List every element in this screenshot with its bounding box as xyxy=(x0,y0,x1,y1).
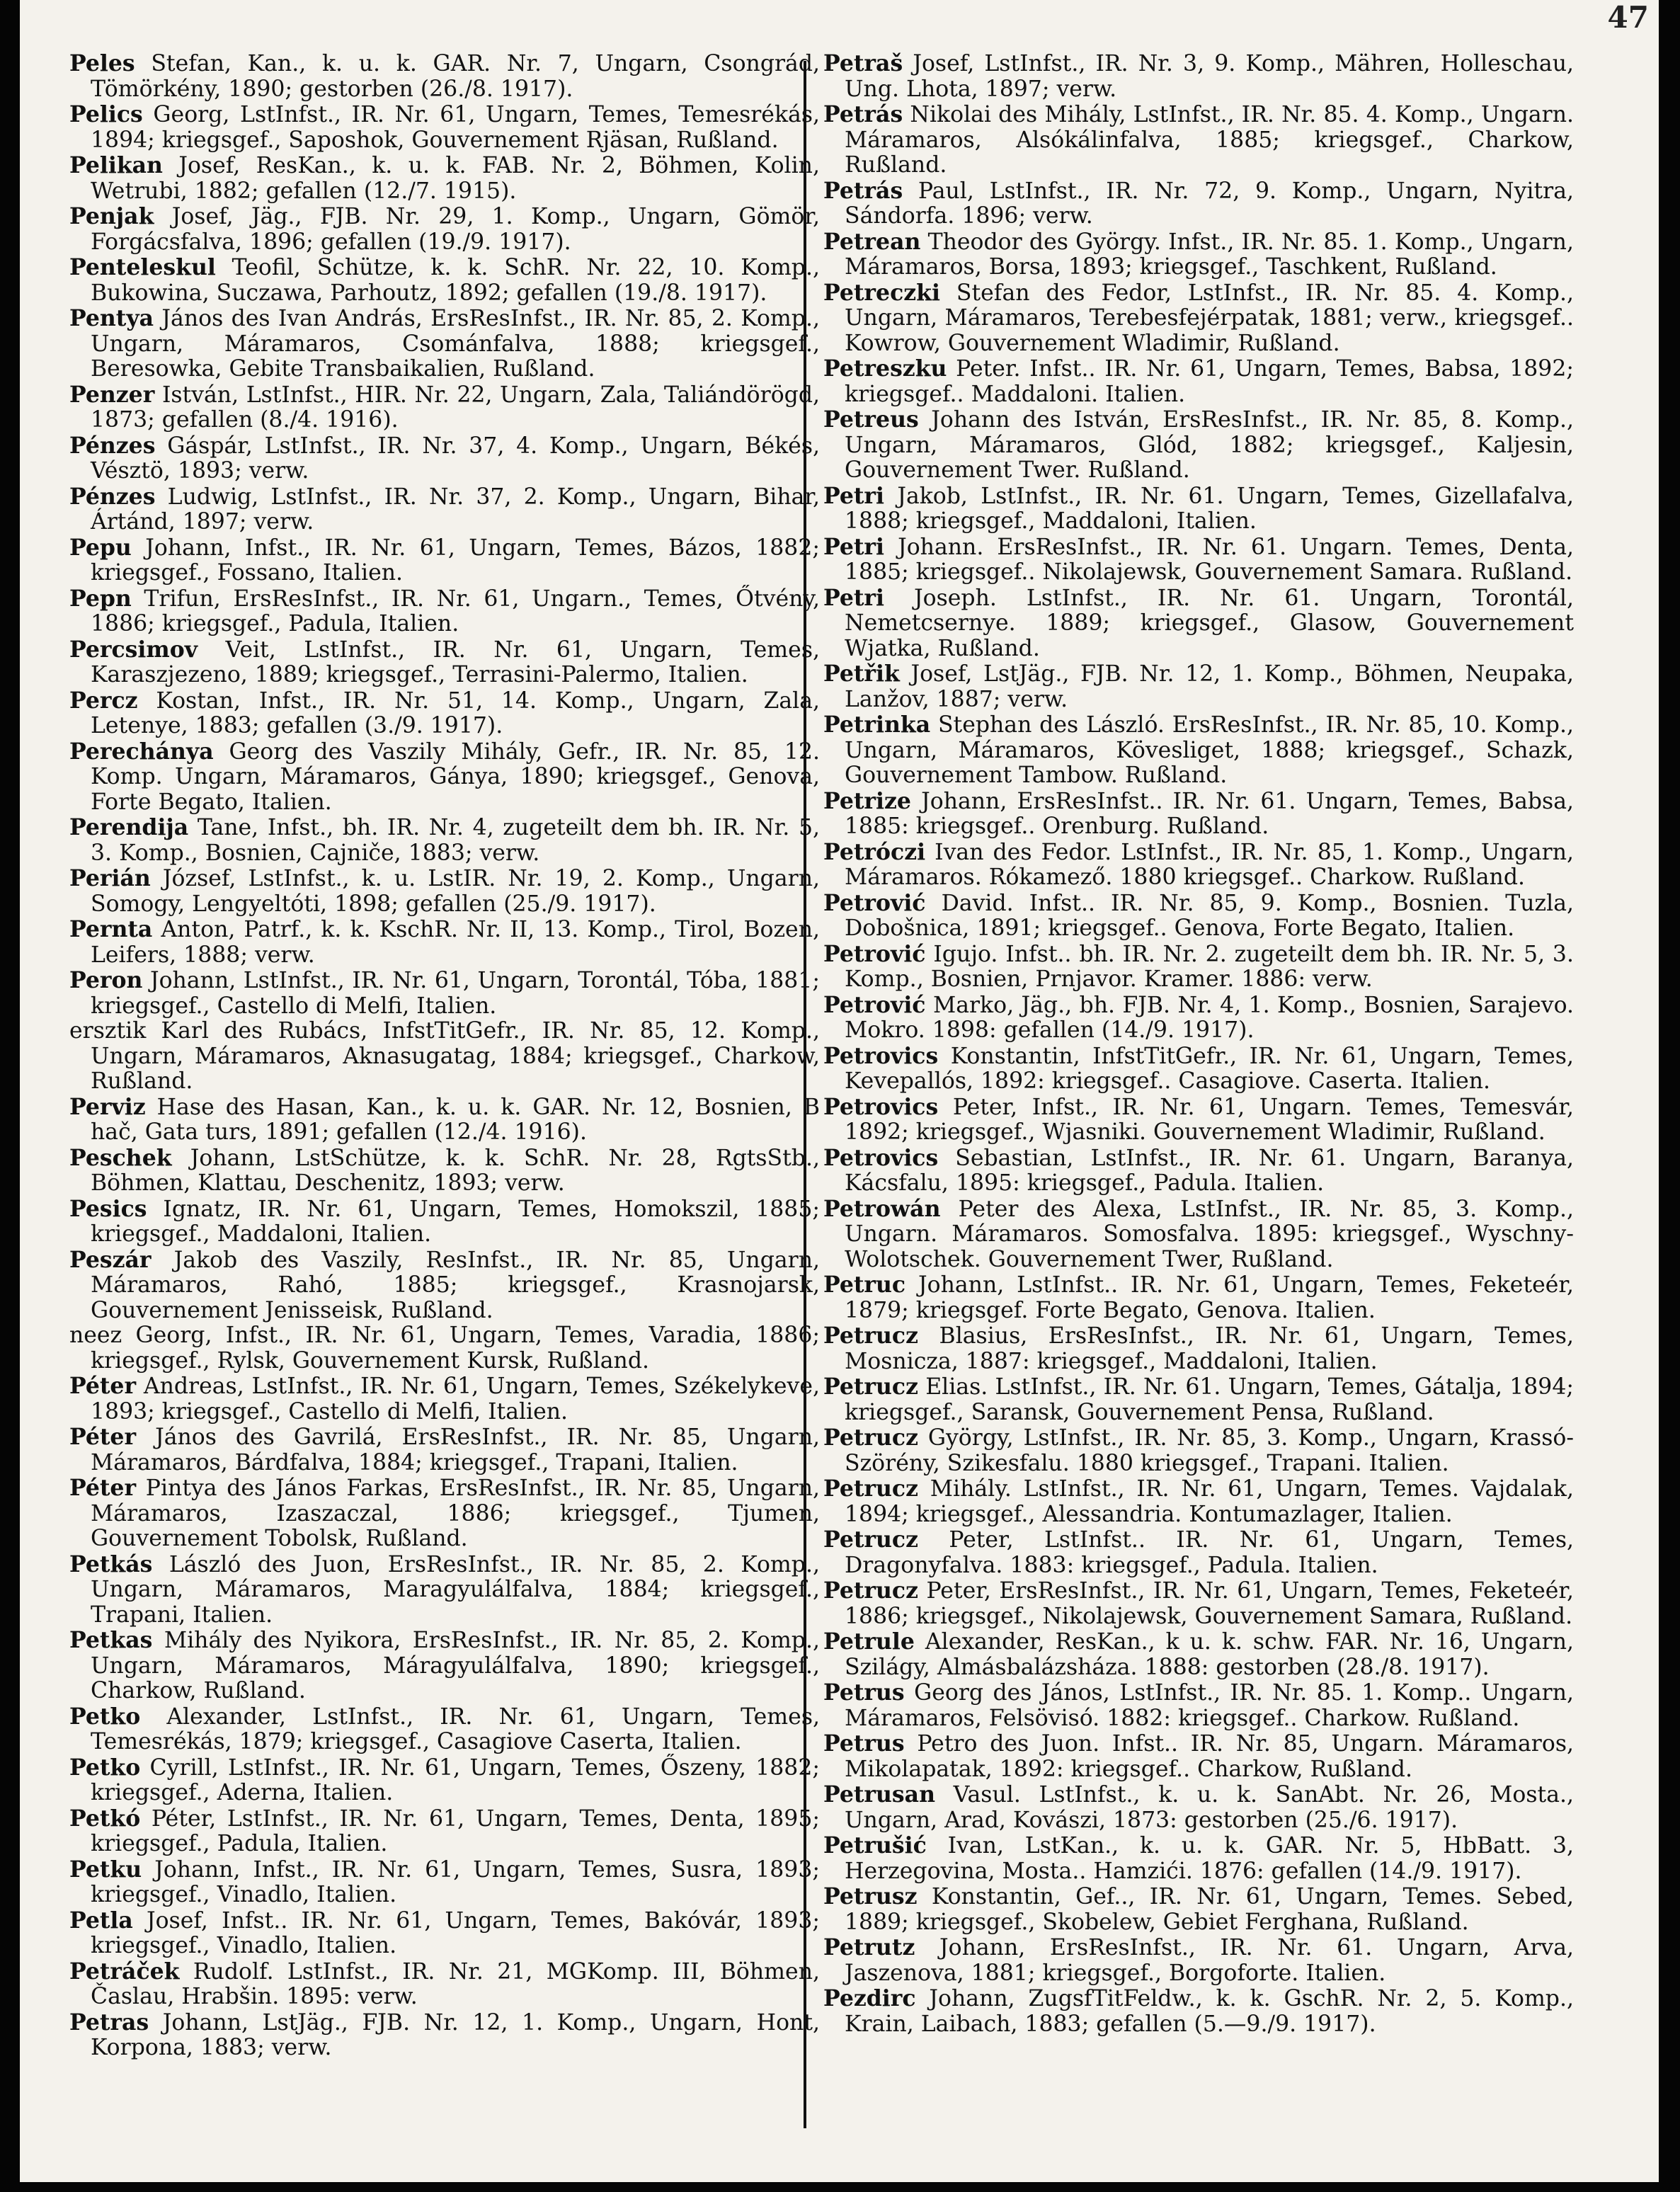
entry-surname: Péter xyxy=(69,1475,137,1501)
entry-details: Ivan, LstKan., k. u. k. GAR. Nr. 5, HbBatt. 3, Herzegovina, Mosta.. Hamzići. 1876: gefallen (14./9. 1917). xyxy=(845,1833,1575,1884)
entry-surname: Petri xyxy=(823,533,884,560)
entry-surname: Petrule xyxy=(823,1628,915,1655)
entry-details: József, LstInfst., k. u. LstIR. Nr. 19, 2. Komp., Ungarn, Somogy, Lengyeltóti, 1898; gefallen (25./9. 1917). xyxy=(91,866,820,917)
entry-details: Stefan, Kan., k. u. k. GAR. Nr. 7, Ungarn, Csongrád, Tömörkény, 1890; gestorben (26./8. 1917). xyxy=(91,51,820,102)
register-entry xyxy=(69,1425,820,1475)
entry-surname: Petrás xyxy=(823,177,903,204)
entry-details: Cyrill, LstInfst., IR. Nr. 61, Ungarn, Temes, Őszeny, 1882; kriegsgef., Aderna, Italien. xyxy=(91,1754,821,1805)
register-entry xyxy=(69,535,820,586)
register-entry xyxy=(823,51,1574,102)
entry-surname: Peron xyxy=(69,967,143,993)
register-entry xyxy=(69,306,820,382)
entry-details: Peter, ErsResInfst., IR. Nr. 61, Ungarn, Temes, Feketeér, 1886; kriegsgef., Nikolajewsk, Gouvernement Samara, Rußland. xyxy=(845,1578,1575,1629)
entry-surname: Petraš xyxy=(823,50,903,76)
entry-surname: Peles xyxy=(69,50,135,76)
entry-details: Andreas, LstInfst., IR. Nr. 61, Ungarn, Temes, Székelykeve, 1893; kriegsgef., Castello di Melfi, Italien. xyxy=(91,1374,821,1425)
entry-surname: Pezdirc xyxy=(823,1985,916,2011)
register-entry xyxy=(823,993,1574,1044)
register-entry xyxy=(69,204,820,255)
entry-surname: Pepn xyxy=(69,585,132,612)
entry-details: Alexander, ResKan., k u. k. schw. FAR. Nr. 16, Ungarn, Szilágy, Almásbalázsháza. 1888: gestorben (28./8. 1917). xyxy=(845,1629,1574,1680)
entry-details: Georg, LstInfst., IR. Nr. 61, Ungarn, Temes, Temesrékás, 1894; kriegsgef., Saposhok, Gouvernement Rjäsan, Rußland. xyxy=(91,102,820,153)
entry-surname: Petri xyxy=(823,482,884,509)
register-entry xyxy=(69,866,820,917)
entry-surname: Petrović xyxy=(823,940,926,967)
entry-surname: Pénzes xyxy=(69,483,156,510)
entry-details: Ivan des Fedor. LstInfst., IR. Nr. 85, 1. Komp., Ungarn, Máramaros. Rókamező. 1880 kriegsgef.. Charkow. Rußland. xyxy=(845,839,1575,890)
entry-surname: Petruc xyxy=(823,1272,906,1298)
entry-surname: Pelikan xyxy=(69,152,163,178)
register-entry xyxy=(69,1755,820,1806)
entry-details: János des Gavrilá, ErsResInfst., IR. Nr. 85, Ungarn, Máramaros, Bárdfalva, 1884; kriegsgef., Trapani, Italien. xyxy=(91,1425,821,1475)
register-entry xyxy=(69,917,820,968)
register-entry xyxy=(69,382,820,433)
entry-details: Péter, LstInfst., IR. Nr. 61, Ungarn, Temes, Denta, 1895; kriegsgef., Padula, Italien. xyxy=(91,1805,821,1856)
entry-details: Johann, Infst., IR. Nr. 61, Ungarn, Temes, Susra, 1893; kriegsgef., Vinadlo, Italien. xyxy=(91,1856,820,1907)
entry-details: Marko, Jäg., bh. FJB. Nr. 4, 1. Komp., Bosnien, Sarajevo. Mokro. 1898: gefallen (14./9. 1917). xyxy=(845,992,1575,1043)
entry-surname: Petkás xyxy=(69,1551,153,1577)
register-entry xyxy=(69,1019,820,1095)
entry-surname: Petrusan xyxy=(823,1781,935,1808)
entry-details: Petro des Juon. Infst.. IR. Nr. 85, Ungarn. Máramaros, Mikolapatak, 1892: kriegsgef.. Charkow, Rußland. xyxy=(845,1731,1574,1782)
entry-details: Jakob, LstInfst., IR. Nr. 61. Ungarn, Temes, Gizellafalva, 1888; kriegsgef., Maddaloni, Italien. xyxy=(845,483,1574,534)
entry-surname: Petkó xyxy=(69,1805,141,1832)
register-entry xyxy=(823,484,1574,535)
register-entry xyxy=(69,255,820,306)
entry-details: Johann, LstInfst.. IR. Nr. 61, Ungarn, Temes, Feketeér, 1879; kriegsgef. Forte Begato, Genova. Italien. xyxy=(845,1272,1574,1323)
entry-details: István, LstInfst., HIR. Nr. 22, Ungarn, Zala, Taliándörögd, 1873; gefallen (8./4. 1916). xyxy=(91,382,820,433)
register-entry xyxy=(823,1884,1574,1935)
entry-surname: Petri xyxy=(823,584,884,611)
register-entry xyxy=(69,1095,820,1146)
register-entry xyxy=(823,1323,1574,1374)
entry-details: Johann, LstSchütze, k. k. SchR. Nr. 28, RgtsStb., Böhmen, Klattau, Deschenitz, 1893; verw. xyxy=(91,1145,820,1196)
entry-details: János des Ivan András, ErsResInfst., IR. Nr. 85, 2. Komp., Ungarn, Máramaros, Csománfalva, 1888; kriegsgef., Beresowka, Gebite Transbaikalien, Rußland. xyxy=(91,306,820,382)
entry-details: Rudolf. LstInfst., IR. Nr. 21, MGKomp. III, Böhmen, Časlau, Hrabšin. 1895: verw. xyxy=(91,1958,820,2009)
register-entry xyxy=(69,1908,820,1959)
entry-surname: Pesics xyxy=(69,1195,147,1222)
entry-surname: Petrus xyxy=(823,1730,905,1757)
entry-details: Anton, Patrf., k. k. KschR. Nr. II, 13. Komp., Tirol, Bozen, Leifers, 1888; verw. xyxy=(91,917,820,968)
entry-surname: Peschek xyxy=(69,1144,172,1171)
entry-details: Joseph. LstInfst., IR. Nr. 61. Ungarn, Torontál, Nemetcsernye. 1889; kriegsgef., Glasow, Gouvernement Wjatka, Rußland. xyxy=(845,585,1574,661)
register-entry xyxy=(69,1628,820,1704)
register-entry xyxy=(823,535,1574,586)
entry-surname: Petrucz xyxy=(823,1425,918,1451)
entry-surname: Penzer xyxy=(69,381,155,408)
entry-surname: Petko xyxy=(69,1703,141,1730)
entry-details: Ludwig, LstInfst., IR. Nr. 37, 2. Komp., Ungarn, Bihar, Ártánd, 1897; verw. xyxy=(91,484,820,535)
register-entry xyxy=(823,1629,1574,1680)
register-entry xyxy=(823,356,1574,407)
entry-details: Georg des Vaszily Mihály, Gefr., IR. Nr. 85, 12. Komp. Ungarn, Máramaros, Gánya, 1890; kriegsgef., Genova, Forte Begato, Italien. xyxy=(91,738,820,815)
entry-details: Peter. Infst.. IR. Nr. 61, Ungarn, Temes, Babsa, 1892; kriegsgef.. Maddaloni. Italien. xyxy=(845,356,1574,407)
entry-details: Ignatz, IR. Nr. 61, Ungarn, Temes, Homokszil, 1885; kriegsgef., Maddaloni, Italien. xyxy=(91,1196,820,1247)
register-entry xyxy=(69,1197,820,1248)
register-entry xyxy=(823,1578,1574,1629)
register-entry xyxy=(69,153,820,204)
entry-surname: Petrucz xyxy=(823,1475,918,1502)
register-entry xyxy=(823,840,1574,891)
entry-details: Josef, LstJäg., FJB. Nr. 12, 1. Komp., Böhmen, Neupaka, Lanžov, 1887; verw. xyxy=(845,661,1574,712)
entry-surname: Petrean xyxy=(823,228,921,255)
entry-surname: Penteleskul xyxy=(69,254,216,280)
entry-surname: Pentya xyxy=(69,305,154,331)
entry-surname: Pénzes xyxy=(69,432,156,459)
entry-details: Teofil, Schütze, k. k. SchR. Nr. 22, 10. Komp., Bukowina, Suczawa, Parhoutz, 1892; gefallen (19./8. 1917). xyxy=(91,255,820,306)
entry-details: Georg des János, LstInfst., IR. Nr. 85. 1. Komp.. Ungarn, Máramaros, Felsövisó. 1882: kriegsgef.. Charkow. Rußland. xyxy=(845,1680,1574,1731)
entry-details: Peter des Alexa, LstInfst., IR. Nr. 85, 3. Komp., Ungarn. Máramaros. Somosfalva. 1895: kriegsgef., Wyschny-Wolotschek. Gouvernement Twer, Rußland. xyxy=(845,1196,1574,1272)
entry-details: Jakob des Vaszily, ResInfst., IR. Nr. 85, Ungarn, Máramaros, Rahó, 1885; kriegsgef., Krasnojarsk, Gouvernement Jenisseisk, Rußland. xyxy=(91,1247,820,1323)
entry-surname: Petreus xyxy=(823,406,919,433)
entry-details: Igujo. Infst.. bh. IR. Nr. 2. zugeteilt dem bh. IR. Nr. 5, 3. Komp., Bosnien, Prnjavor. Kramer. 1886: verw. xyxy=(845,941,1574,992)
register-entry xyxy=(69,1959,820,2010)
register-entry xyxy=(69,51,820,102)
entry-surname: Petkas xyxy=(69,1627,153,1653)
entry-surname: Penjak xyxy=(69,203,154,229)
entry-surname: Pepu xyxy=(69,534,132,561)
register-entry xyxy=(69,1374,820,1425)
entry-details: Johann. ErsResInfst., IR. Nr. 61. Ungarn. Temes, Denta, 1885; kriegsgef.. Nikolajewsk, Gouvernement Samara. Rußland. xyxy=(845,534,1575,585)
entry-surname: Perechánya xyxy=(69,738,214,765)
entry-details: Trifun, ErsResInfst., IR. Nr. 61, Ungarn., Temes, Őtvény, 1886; kriegsgef., Padula, Italien. xyxy=(91,586,820,637)
entry-surname: Peszár xyxy=(69,1246,152,1273)
entry-details: Johann, Infst., IR. Nr. 61, Ungarn, Temes, Bázos, 1882; kriegsgef., Fossano, Italien. xyxy=(91,535,820,586)
register-entry xyxy=(823,407,1574,484)
entry-details: Hase des Hasan, Kan., k. u. k. GAR. Nr. 12, Bosnien, B hač, Gata turs, 1891; gefallen (12./4. 1916). xyxy=(91,1094,821,1145)
entry-details: Gáspár, LstInfst., IR. Nr. 37, 4. Komp., Ungarn, Békés, Vésztö, 1893; verw. xyxy=(91,433,820,484)
register-entry xyxy=(69,1475,820,1552)
entry-details: Paul, LstInfst., IR. Nr. 72, 9. Komp., Ungarn, Nyitra, Sándorfa. 1896; verw. xyxy=(845,178,1574,229)
entry-surname: Petku xyxy=(69,1856,142,1883)
left-column xyxy=(69,51,820,2061)
register-entry xyxy=(69,815,820,866)
entry-surname: Pelics xyxy=(69,101,143,127)
register-entry xyxy=(823,712,1574,789)
entry-details: Johann, ZugsfTitFeldw., k. k. GschR. Nr. 2, 5. Komp., Krain, Laibach, 1883; gefallen (5.—9./9. 1917). xyxy=(845,1986,1574,2037)
entry-surname: Petrovics xyxy=(823,1144,939,1171)
register-entry xyxy=(69,1704,820,1755)
entry-surname: Petřik xyxy=(823,661,900,687)
register-entry xyxy=(823,891,1574,942)
register-entry xyxy=(823,1146,1574,1197)
entry-surname: Petrucz xyxy=(823,1577,918,1604)
entry-details: David. Infst.. IR. Nr. 85, 9. Komp., Bosnien. Tuzla, Dobošnica, 1891; kriegsgef.. Genova, Forte Begato, Italien. xyxy=(845,890,1574,941)
entry-surname: Petrucz xyxy=(823,1526,918,1553)
entry-details: Veit, LstInfst., IR. Nr. 61, Ungarn, Temes, Karaszjezeno, 1889; kriegsgef., Terrasini-Palermo, Italien. xyxy=(91,637,820,687)
register-entry xyxy=(823,1272,1574,1323)
register-entry xyxy=(69,484,820,535)
register-entry xyxy=(823,1197,1574,1273)
register-entry xyxy=(69,1552,820,1628)
register-entry xyxy=(69,739,820,816)
register-entry xyxy=(823,1986,1574,2037)
entry-surname: Petrize xyxy=(823,787,911,814)
entry-details: Johann des István, ErsResInfst., IR. Nr. 85, 8. Komp., Ungarn, Máramaros, Glód, 1882; kriegsgef., Kaljesin, Gouvernement Twer. Rußland. xyxy=(845,407,1575,483)
entry-details: Konstantin, Gef.., IR. Nr. 61, Ungarn, Temes. Sebed, 1889; kriegsgef., Skobelew, Gebiet Ferghana, Rußland. xyxy=(845,1884,1575,1935)
entry-details: Stefan des Fedor, LstInfst., IR. Nr. 85. 4. Komp., Ungarn, Máramaros, Terebesfejérpatak, 1881; verw., kriegsgef.. Kowrow, Gouvernement Wladimir, Rußland. xyxy=(845,280,1574,356)
register-entry xyxy=(823,1782,1574,1833)
entry-surname: Perián xyxy=(69,865,151,891)
entry-surname: Petrovics xyxy=(823,1093,939,1120)
entry-surname: Petrucz xyxy=(823,1374,918,1400)
register-entry xyxy=(823,178,1574,229)
register-entry xyxy=(823,1374,1574,1425)
entry-surname: Petrutz xyxy=(823,1934,915,1960)
entry-surname: Petrucz xyxy=(823,1323,918,1349)
entry-details: Johann, LstJäg., FJB. Nr. 12, 1. Komp., Ungarn, Hont, Korpona, 1883; verw. xyxy=(91,2009,820,2060)
register-entry xyxy=(823,1044,1574,1095)
page-number: 47 xyxy=(1607,0,1649,35)
register-entry xyxy=(823,1425,1574,1476)
entry-details: Johann, LstInfst., IR. Nr. 61, Ungarn, Torontál, Tóba, 1881; kriegsgef., Castello di Melfi, Italien. xyxy=(91,968,820,1019)
entry-details: Blasius, ErsResInfst., IR. Nr. 61, Ungarn, Temes, Mosnicza, 1887: kriegsgef., Maddaloni, Italien. xyxy=(845,1323,1574,1374)
register-entry xyxy=(823,280,1574,357)
register-entry xyxy=(823,1095,1574,1146)
register-entry xyxy=(69,433,820,484)
register-entry xyxy=(823,942,1574,993)
entry-surname: Petras xyxy=(69,2009,149,2036)
scan-border-right xyxy=(1659,0,1680,2192)
entry-details: László des Juon, ErsResInfst., IR. Nr. 85, 2. Komp., Ungarn, Máramaros, Maragyulálfalva, 1884; kriegsgef., Trapani, Italien. xyxy=(91,1551,820,1628)
entry-surname: Petrovics xyxy=(823,1042,939,1069)
entry-details: Johann, ErsResInfst.. IR. Nr. 61. Ungarn, Temes, Babsa, 1885: kriegsgef.. Orenburg. Rußland. xyxy=(845,788,1575,839)
register-entry xyxy=(823,1935,1574,1986)
register-entry xyxy=(823,1476,1574,1527)
register-entry xyxy=(823,1680,1574,1731)
entry-details: Josef, ResKan., k. u. k. FAB. Nr. 2, Böhmen, Kolin, Wetrubi, 1882; gefallen (12./7. 1915). xyxy=(91,153,820,204)
entry-surname: Petrus xyxy=(823,1679,905,1706)
entry-details: Alexander, LstInfst., IR. Nr. 61, Ungarn, Temes, Temesrékás, 1879; kriegsgef., Casagiove Caserta, Italien. xyxy=(91,1703,820,1754)
register-entry xyxy=(823,1833,1574,1884)
entry-surname: Petrović xyxy=(823,889,926,916)
scan-border-bottom xyxy=(0,2182,1680,2192)
entry-surname: Perendija xyxy=(69,814,189,840)
register-entry xyxy=(69,2010,820,2061)
entry-surname: Pernta xyxy=(69,916,153,942)
register-entry xyxy=(69,1248,820,1324)
entry-surname: Petróczi xyxy=(823,838,926,865)
entry-details: Nikolai des Mihály, LstInfst., IR. Nr. 85. 4. Komp., Ungarn. Máramaros, Alsókálinfalva, 1885; kriegsgef., Charkow, Rußland. xyxy=(845,102,1574,178)
entry-surname: Petreszku xyxy=(823,355,947,382)
entry-surname: Petrušić xyxy=(823,1832,927,1859)
entry-details: Theodor des György. Infst., IR. Nr. 85. 1. Komp., Ungarn, Máramaros, Borsa, 1893; kriegsgef., Taschkent, Rußland. xyxy=(845,229,1574,280)
entry-surname: Petrović xyxy=(823,991,926,1018)
register-entry xyxy=(69,102,820,153)
entry-details: Josef, Infst.. IR. Nr. 61, Ungarn, Temes, Bakóvár, 1893; kriegsgef., Vinadlo, Italien. xyxy=(91,1907,821,1958)
entry-surname: Petrás xyxy=(823,101,903,127)
entry-surname: Perviz xyxy=(69,1093,146,1120)
register-entry xyxy=(69,1857,820,1908)
entry-details: Pintya des János Farkas, ErsResInfst., IR. Nr. 85, Ungarn, Máramaros, Izaszaczal, 1886; kriegsgef., Tjumen, Gouvernement Tobolsk, Rußland. xyxy=(91,1475,820,1551)
entry-details: neez Georg, Infst., IR. Nr. 61, Ungarn, Temes, Varadia, 1886; kriegsgef., Rylsk, Gouvernement Kursk, Rußland. xyxy=(69,1323,820,1374)
register-entry xyxy=(69,1323,820,1374)
entry-details: Mihály. LstInfst., IR. Nr. 61, Ungarn, Temes. Vajdalak, 1894; kriegsgef., Alessandria. Kontumazlager, Italien. xyxy=(845,1476,1575,1527)
entry-details: Josef, LstInfst., IR. Nr. 3, 9. Komp., Mähren, Holleschau, Ung. Lhota, 1897; verw. xyxy=(845,51,1575,102)
entry-details: Johann, ErsResInfst., IR. Nr. 61. Ungarn, Arva, Jaszenova, 1881; kriegsgef., Borgoforte. Italien. xyxy=(845,1935,1575,1986)
entry-details: György, LstInfst., IR. Nr. 85, 3. Komp., Ungarn, Krassó-Szörény, Szikesfalu. 1880 kriegsgef., Trapani. Italien. xyxy=(845,1425,1574,1476)
register-entry xyxy=(823,661,1574,712)
entry-details: Vasul. LstInfst., k. u. k. SanAbt. Nr. 26, Mosta., Ungarn, Arad, Kovászi, 1873: gestorben (25./6. 1917). xyxy=(845,1782,1575,1833)
entry-surname: Petráček xyxy=(69,1958,180,1985)
register-entry xyxy=(823,789,1574,840)
entry-details: Tane, Infst., bh. IR. Nr. 4, zugeteilt dem bh. IR. Nr. 5, 3. Komp., Bosnien, Cajniče, 1883; verw. xyxy=(91,815,820,866)
entry-details: Kostan, Infst., IR. Nr. 51, 14. Komp., Ungarn, Zala, Letenye, 1883; gefallen (3./9. 1917). xyxy=(91,687,820,738)
entry-surname: Petla xyxy=(69,1907,133,1934)
entry-surname: Percz xyxy=(69,687,138,714)
entry-surname: Petreczki xyxy=(823,279,940,306)
entry-surname: Petrowán xyxy=(823,1195,941,1222)
register-entry xyxy=(823,1527,1574,1578)
register-entry xyxy=(823,586,1574,662)
entry-details: Konstantin, InfstTitGefr., IR. Nr. 61, Ungarn, Temes, Kevepallós, 1892: kriegsgef.. Casagiove. Caserta. Italien. xyxy=(845,1043,1574,1094)
entry-details: Mihály des Nyikora, ErsResInfst., IR. Nr. 85, 2. Komp., Ungarn, Máramaros, Máragyulálfalva, 1890; kriegsgef., Charkow, Rußland. xyxy=(91,1628,820,1703)
entry-details: Josef, Jäg., FJB. Nr. 29, 1. Komp., Ungarn, Gömör, Forgácsfalva, 1896; gefallen (19./9. 1917). xyxy=(91,204,820,255)
entry-details: Peter, Infst., IR. Nr. 61, Ungarn. Temes, Temesvár, 1892; kriegsgef., Wjasniki. Gouvernement Wladimir, Rußland. xyxy=(845,1094,1574,1145)
register-entry xyxy=(69,1806,820,1857)
register-entry xyxy=(69,688,820,739)
entry-details: Peter, LstInfst.. IR. Nr. 61, Ungarn, Temes, Dragonyfalva. 1883: kriegsgef., Padula. Italien. xyxy=(845,1527,1575,1578)
entry-details: Elias. LstInfst., IR. Nr. 61. Ungarn, Temes, Gátalja, 1894; kriegsgef., Saransk, Gouvernement Pensa, Rußland. xyxy=(845,1374,1574,1425)
register-entry xyxy=(823,229,1574,280)
register-entry xyxy=(823,1731,1574,1782)
entry-details: Stephan des László. ErsResInfst., IR. Nr. 85, 10. Komp., Ungarn, Máramaros, Kövesliget, 1888; kriegsgef., Schazk, Gouvernement Tambow. Rußland. xyxy=(845,712,1574,788)
right-column xyxy=(823,51,1574,2037)
register-entry xyxy=(69,586,820,637)
entry-details: ersztik Karl des Rubács, InfstTitGefr., IR. Nr. 85, 12. Komp., Ungarn, Máramaros, Aknasugatag, 1884; kriegsgef., Charkow, Rußland. xyxy=(69,1018,820,1094)
register-entry xyxy=(69,1146,820,1197)
entry-surname: Petrinka xyxy=(823,712,931,738)
entry-surname: Péter xyxy=(69,1373,137,1399)
entry-surname: Percsimov xyxy=(69,636,198,663)
entry-surname: Petko xyxy=(69,1754,141,1781)
register-entry xyxy=(69,637,820,688)
entry-details: Sebastian, LstInfst., IR. Nr. 61. Ungarn, Baranya, Kácsfalu, 1895: kriegsgef., Padula. Italien. xyxy=(845,1145,1574,1196)
entry-surname: Petrusz xyxy=(823,1883,918,1910)
entry-surname: Péter xyxy=(69,1424,137,1450)
register-entry xyxy=(69,968,820,1019)
register-entry xyxy=(823,102,1574,178)
scan-border-left xyxy=(0,0,20,2192)
